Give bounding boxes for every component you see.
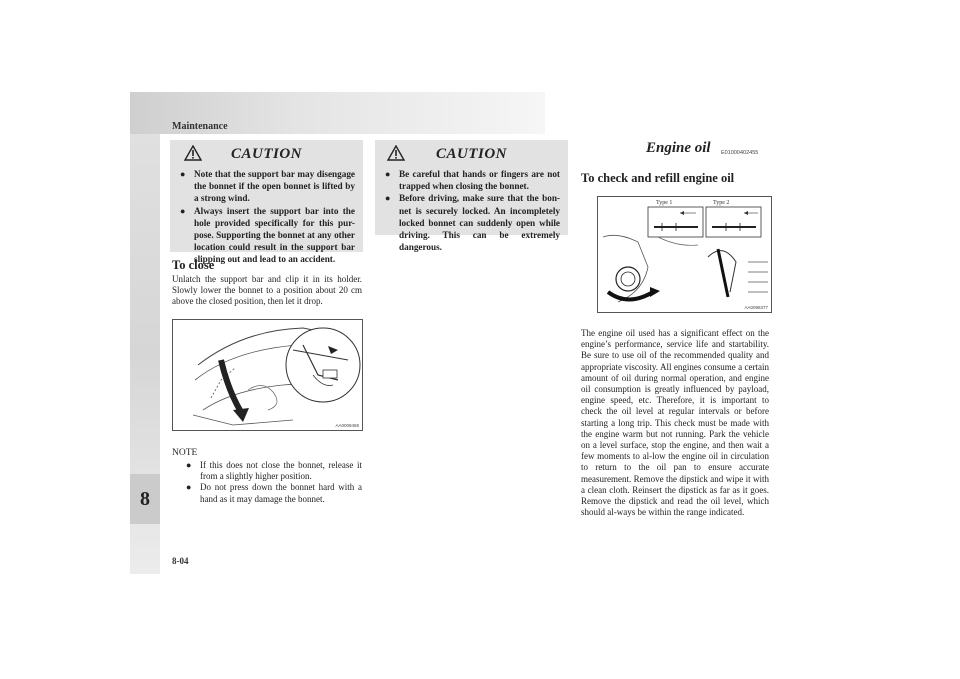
to-close-text: Unlatch the support bar and clip it in its holder. Slowly lower the bonnet to a position about 20 cm above the closed position, then let it drop. xyxy=(172,274,362,307)
engine-oil-title: Engine oil xyxy=(646,140,711,156)
caution-header xyxy=(375,140,568,168)
bullet-icon: ● xyxy=(186,482,192,493)
caution-header xyxy=(170,140,363,168)
caution-title: CAUTION xyxy=(435,145,507,162)
caution-box-middle xyxy=(375,140,568,253)
caution-title: CAUTION xyxy=(230,145,302,162)
engine-oil-illustration xyxy=(597,196,772,313)
bullet-icon: ● xyxy=(385,193,391,204)
caution-list xyxy=(170,168,363,272)
caution-list xyxy=(375,168,568,259)
check-oil-heading: To check and refill engine oil xyxy=(581,171,735,185)
engine-oil-code: E01000402455 xyxy=(721,150,759,156)
caution-item: ● Always insert the support bar into the hole provided specifically for this pur-pose. Supporting the bonnet at any other location could result in the support bar slipping out and lead to an accident. xyxy=(180,205,355,265)
caution-item: ● Before driving, make sure that the bon-net is securely locked. An incompletely locked bonnet can suddenly open while driving. This can be extremely dangerous. xyxy=(385,193,560,253)
warning-triangle-icon xyxy=(184,145,202,161)
engine-oil-text: The engine oil used has a significant effect on the engine’s performance, service life and startability. Be sure to use oil of the recommended quality and appropriate viscosity. All engines consume a certain amount of oil during normal operation, and engine oil consumption is greatly influenced by payload, engine speed, etc. Therefore, it is important to check the oil level at regular intervals or before starting a long trip. This check must be made with the engine warm but not running. Park the vehicle on a level surface, stop the engine, and then wait a few moments to al-low the engine oil in circulation to return to the oil pan to ensure accurate measurement. Remove the dipstick and wipe it with a clean cloth. Reinsert the dipstick as far as it goes. Remove the dipstick and read the oil level, which should al-ways be within the range indicated. xyxy=(581,328,769,518)
bullet-icon: ● xyxy=(186,460,192,470)
warning-triangle-icon xyxy=(387,145,405,161)
bullet-icon: ● xyxy=(180,205,186,216)
note-item: ● If this does not close the bonnet, release it from a slightly higher position. xyxy=(186,460,362,482)
figure-code: AA0009459 xyxy=(335,423,359,428)
page-number: 8-04 xyxy=(172,556,189,566)
type2-label: Type 2 xyxy=(713,200,730,206)
note-label: NOTE xyxy=(172,448,198,458)
to-close-heading: To close xyxy=(172,258,215,272)
caution-item: ● Be careful that hands or fingers are not trapped when closing the bonnet. xyxy=(385,169,560,192)
caution-item: ● Note that the support bar may disengage the bonnet if the open bonnet is lifted by a strong wind. xyxy=(180,169,355,204)
bonnet-closing-illustration xyxy=(172,319,363,431)
figure-code: AA0098377 xyxy=(744,305,768,310)
bullet-icon: ● xyxy=(180,169,186,179)
type1-label: Type 1 xyxy=(656,200,673,206)
chapter-tab: 8 xyxy=(130,474,160,524)
engine-bay-drawing xyxy=(598,197,771,312)
bonnet-drawing xyxy=(173,320,362,430)
section-header: Maintenance xyxy=(172,121,228,132)
note-item: ● Do not press down the bonnet hard with a hand as it may damage the bonnet. xyxy=(186,482,362,504)
note-list xyxy=(186,460,362,505)
bullet-icon: ● xyxy=(385,169,391,179)
